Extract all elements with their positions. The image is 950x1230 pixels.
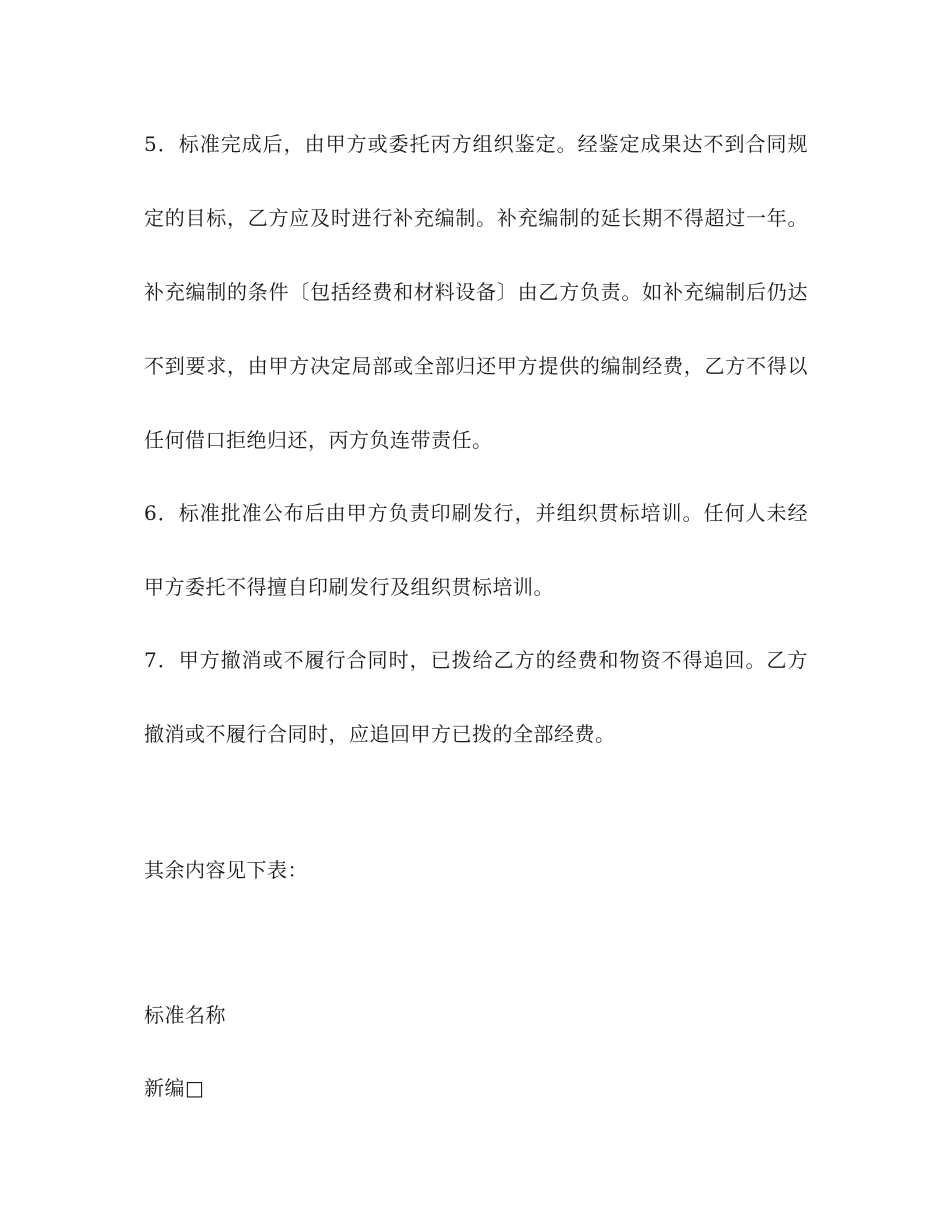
clause-5-paragraph: 5．标准完成后，由甲方或委托丙方组织鉴定。经鉴定成果达不到合同规定的目标，乙方应及时进行补充编制。补充编制的延长期不得超过一年。补充编制的条件〔包括经费和材料设备〕由乙方负责。如补充编制后仍达不到要求，由甲方决定局部或全部归还甲方提供的编制经费，乙方不得以任何借口拒绝归还，丙方负连带责任。 (144, 132, 808, 452)
clause-7-paragraph: 7．甲方撤消或不履行合同时，已拨给乙方的经费和物资不得追回。乙方撤消或不履行合同时，应追回甲方已拨的全部经费。 (144, 648, 808, 746)
clause-6-paragraph: 6．标准批准公布后由甲方负责印刷发行，并组织贯标培训。任何人未经甲方委托不得擅自印刷发行及组织贯标培训。 (144, 501, 808, 599)
standard-name-label: 标准名称 (144, 1003, 226, 1027)
table-intro-text: 其余内容见下表： (144, 858, 308, 882)
new-compile-checkbox-label: 新编□ (144, 1076, 205, 1100)
